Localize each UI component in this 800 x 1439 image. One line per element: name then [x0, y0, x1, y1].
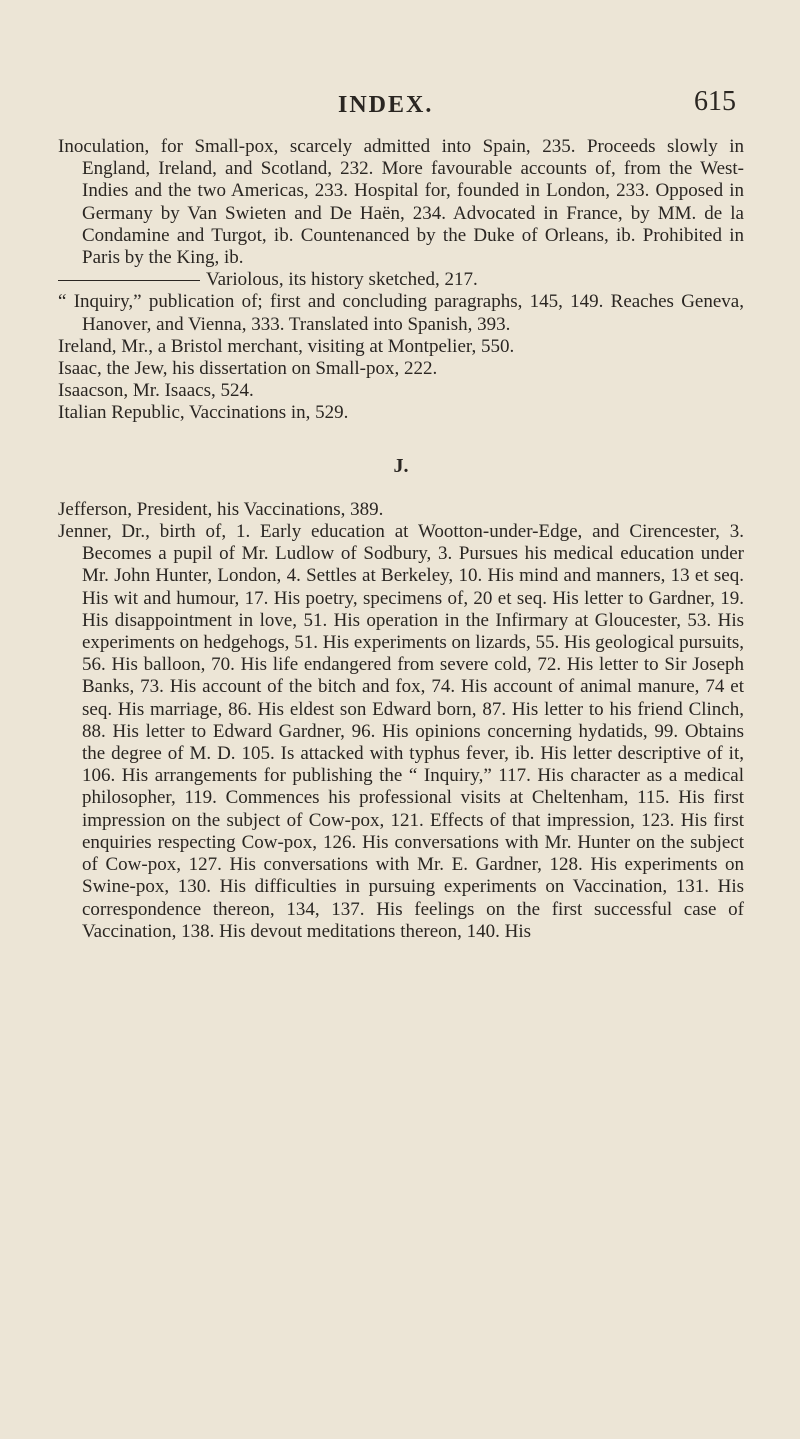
- running-head: [0, 86, 800, 122]
- index-entry-inoculation: Inoculation, for Small-pox, scarcely admitted into Spain, 235. Proceeds slowly in England, Ireland, and Scotland, 232. More favourable accounts of, from the West-Indies and the two Americas, 233. Hospital for, founded in London, 233. Opposed in Germany by Van Swieten and De Haën, 234. Advocated in France, by MM. de la Condamine and Turgot, ib. Countenanced by the Duke of Orleans, ib. Prohibited in Paris by the King, ib.: [58, 136, 744, 269]
- index-entry-jefferson: Jefferson, President, his Vaccinations, 389.: [58, 498, 384, 520]
- repeat-dash: [58, 280, 200, 281]
- index-entry-isaac: Isaac, the Jew, his dissertation on Small-pox, 222.: [58, 358, 438, 380]
- index-entry-ireland: Ireland, Mr., a Bristol merchant, visiting at Montpelier, 550.: [58, 335, 515, 357]
- index-subentry-variolous: [58, 269, 744, 291]
- index-entry-italian-republic: Italian Republic, Vaccinations in, 529.: [58, 402, 349, 424]
- index-entry-isaacson: Isaacson, Mr. Isaacs, 524.: [58, 380, 254, 402]
- index-subentry-text: Variolous, its history sketched, 217.: [206, 269, 478, 291]
- index-body: [58, 136, 744, 943]
- index-entry-inquiry: “ Inquiry,” publication of; first and concluding paragraphs, 145, 149. Reaches Geneva, Hanover, and Vienna, 333. Translated into Spanish, 393.: [58, 291, 744, 335]
- index-entry-jenner: Jenner, Dr., birth of, 1. Early education at Wootton-under-Edge, and Cirencester, 3. Becomes a pupil of Mr. Ludlow of Sodbury, 3. Pursues his medical education under Mr. John Hunter, London, 4. Settles at Berkeley, 10. His mind and manners, 13 et seq. His wit and humour, 17. His poetry, specimens of, 20 et seq. His letter to Gardner, 19. His disappointment in love, 51. His operation in the Infirmary at Gloucester, 53. His experiments on hedgehogs, 51. His experiments on lizards, 55. His geological pursuits, 56. His balloon, 70. His life endangered from severe cold, 72. His letter to Sir Joseph Banks, 73. His account of the bitch and fox, 74. His account of animal manure, 74 et seq. His marriage, 86. His eldest son Edward born, 87. His letter to his friend Clinch, 88. His letter to Edward Gardner, 96. His opinions concerning hydatids, 99. Obtains the degree of M. D. 105. Is attacked with typhus fever, ib. His letter descriptive of it, 106. His arrangements for publishing the “ Inquiry,” 117. His character as a medical philosopher, 119. Commences his professional visits at Cheltenham, 115. His first impression on the subject of Cow-pox, 121. Effects of that impression, 123. His first enquiries respecting Cow-pox, 126. His conversations with Mr. Hunter on the subject of Cow-pox, 127. His conversations with Mr. E. Gardner, 128. His experiments on Swine-pox, 130. His difficulties in pursuing experiments on Vaccination, 131. His correspondence thereon, 134, 137. His feelings on the first successful case of Vaccination, 138. His devout meditations thereon, 140. His: [58, 521, 744, 942]
- running-head-title: INDEX.: [338, 92, 434, 118]
- section-letter-j: J.: [393, 454, 409, 477]
- page-number: 615: [694, 86, 736, 117]
